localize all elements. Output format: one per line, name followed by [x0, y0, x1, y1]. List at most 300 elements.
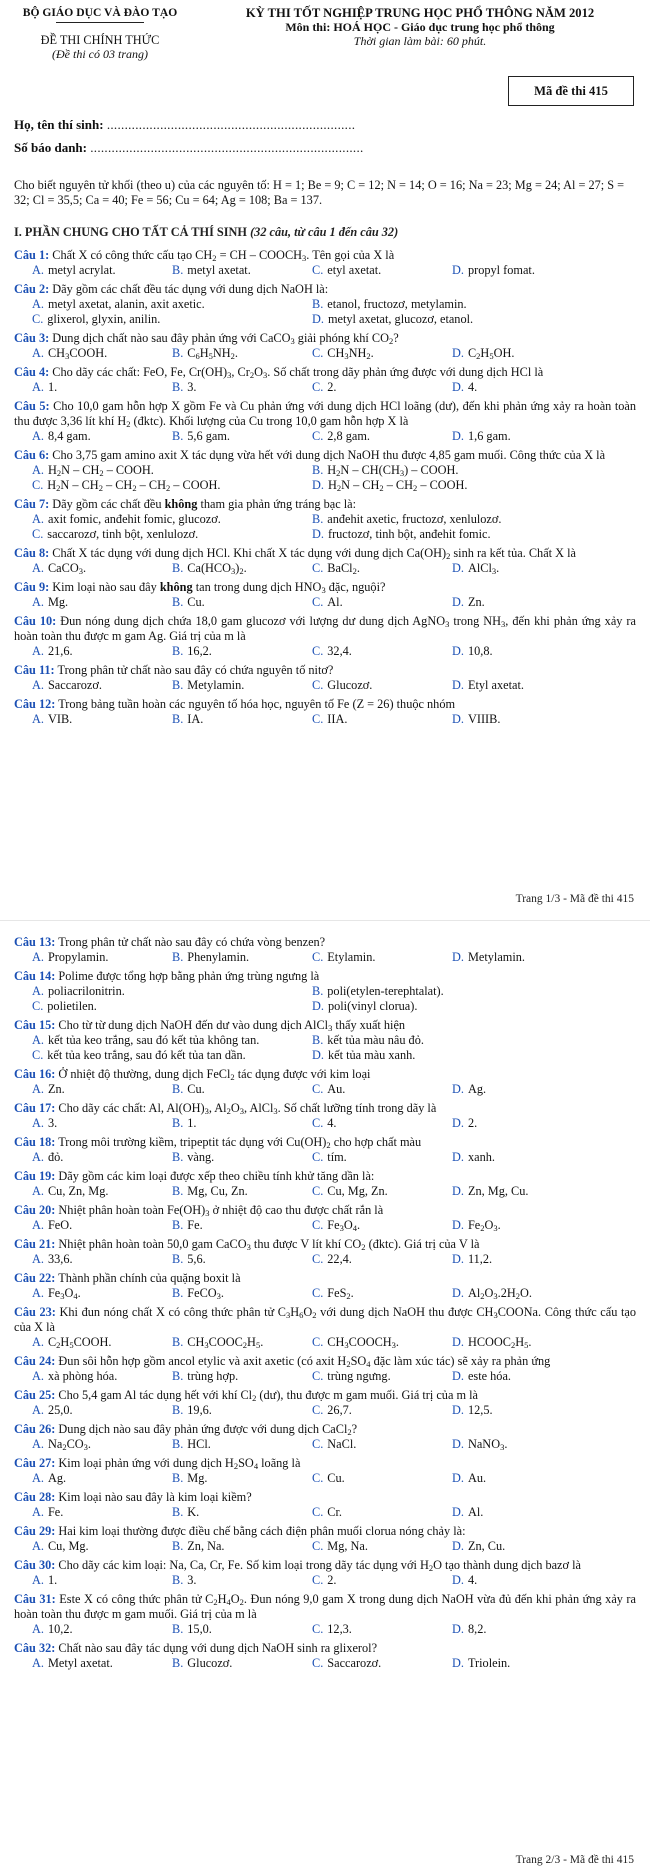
option-text: metyl acrylat. [47, 263, 116, 277]
option-letter: B. [312, 297, 324, 311]
question-number: Câu 2: [14, 282, 50, 296]
question-text: Nhiệt phân hoàn toàn $Fe(OH)_3$ ở nhiệt độ cao thu được chất rắn là [55, 1203, 384, 1218]
answer-option-b [172, 380, 312, 395]
option-text: Propylamin. [47, 950, 109, 964]
option-text: 15,0. [187, 1622, 212, 1636]
option-text: 10,8. [467, 644, 493, 658]
answer-option-b [172, 1573, 312, 1588]
answer-option-b [172, 678, 312, 693]
answer-options [14, 678, 636, 693]
option-letter: C. [312, 678, 324, 692]
answer-option-b [172, 712, 312, 727]
question-number: Câu 24: [14, 1354, 56, 1368]
question-text: Dãy gồm các chất đều tác dụng với dung dịch NaOH là: [49, 282, 329, 296]
answer-option-c [32, 527, 312, 542]
option-text: este hóa. [467, 1369, 511, 1383]
option-text: polietilen. [47, 999, 97, 1013]
answer-options [14, 1656, 636, 1671]
option-text: 32,4. [327, 644, 352, 658]
answer-option-d [452, 1403, 592, 1418]
option-text: 25,0. [47, 1403, 73, 1417]
question-25 [14, 1388, 636, 1418]
answer-option-d [452, 1252, 592, 1267]
option-text: Au. [467, 1471, 487, 1485]
question-stem [14, 1018, 636, 1033]
option-letter: A. [32, 1218, 44, 1232]
question-28 [14, 1490, 636, 1520]
question-2 [14, 282, 636, 327]
option-letter: A. [32, 1656, 44, 1670]
option-letter: D. [452, 678, 464, 692]
answer-option-c [312, 1471, 452, 1486]
question-stem [14, 1558, 636, 1573]
answer-options [14, 1437, 636, 1452]
option-letter: B. [172, 644, 184, 658]
candidate-name-label: Họ, tên thí sinh: [14, 117, 104, 132]
option-text: $H_2N - CH(CH_3)$ – COOH. [327, 463, 459, 478]
option-letter: B. [312, 512, 324, 526]
option-letter: C. [312, 1505, 324, 1519]
option-letter: A. [32, 1252, 44, 1266]
option-text: Au. [327, 1082, 346, 1096]
question-number: Câu 12: [14, 697, 56, 711]
option-text: Zn, Na. [187, 1539, 225, 1553]
answer-option-d [452, 950, 592, 965]
option-text: trùng ngưng. [327, 1369, 391, 1383]
option-text: 12,5. [467, 1403, 493, 1417]
answer-option-c [32, 1048, 312, 1063]
question-stem [14, 399, 636, 429]
exam-title: KỲ THI TỐT NGHIỆP TRUNG HỌC PHỔ THÔNG NĂM 2012 [245, 6, 595, 20]
option-letter: B. [312, 463, 324, 477]
answer-options [14, 297, 636, 327]
question-27 [14, 1456, 636, 1486]
option-text: Zn, Mg, Cu. [467, 1184, 529, 1198]
question-6 [14, 448, 636, 493]
question-text: Kim loại phản ứng với dung dịch $H_2SO_4$ loãng là [55, 1456, 301, 1471]
option-text: saccarozơ, tinh bột, xenlulozơ. [47, 527, 199, 541]
question-number: Câu 7: [14, 497, 50, 511]
option-text: Mg. [47, 595, 69, 609]
option-letter: D. [452, 1471, 464, 1485]
option-text: 4. [467, 380, 478, 394]
option-text: FeO. [47, 1218, 73, 1232]
option-letter: D. [452, 1150, 464, 1164]
option-letter: A. [32, 1573, 44, 1587]
answer-option-b [172, 561, 312, 576]
question-stem [14, 1354, 636, 1369]
answer-option-b [172, 1403, 312, 1418]
option-letter: C. [312, 1335, 324, 1349]
answer-option-b [312, 297, 592, 312]
option-text: 1. [187, 1116, 197, 1130]
option-text: metyl axetat, alanin, axit axetic. [47, 297, 205, 311]
option-letter: D. [312, 312, 324, 326]
option-text: BaCl$_2$. [327, 561, 360, 576]
question-20 [14, 1203, 636, 1233]
option-letter: C. [32, 312, 44, 326]
option-text: etanol, fructozơ, metylamin. [327, 297, 467, 311]
question-text: Nhiệt phân hoàn toàn 50,0 gam CaCO$_3$ thu được V lít khí $CO_2$ (đktc). Giá trị của V là [55, 1237, 480, 1252]
answer-option-b [172, 346, 312, 361]
question-13 [14, 935, 636, 965]
option-letter: B. [172, 1471, 184, 1485]
option-text: Al. [467, 1505, 484, 1519]
answer-option-b [172, 1218, 312, 1233]
answer-options [14, 1622, 636, 1637]
option-letter: C. [312, 1184, 324, 1198]
option-letter: A. [32, 644, 44, 658]
option-text: Cu, Mg, Zn. [327, 1184, 388, 1198]
answer-options [14, 1082, 636, 1097]
option-letter: A. [32, 712, 44, 726]
answer-option-b [312, 1033, 592, 1048]
option-text: đỏ. [47, 1150, 64, 1164]
option-text: 22,4. [327, 1252, 352, 1266]
question-30 [14, 1558, 636, 1588]
option-letter: D. [452, 644, 464, 658]
question-stem [14, 1456, 636, 1471]
option-letter: C. [312, 1218, 324, 1232]
option-text: FeCO$_3$. [187, 1286, 224, 1301]
candidate-id-dots: ............................................................................. [90, 140, 364, 155]
page-count: (Đề thi có 03 trang) [52, 47, 148, 61]
answer-option-d [452, 1656, 592, 1671]
question-number: Câu 32: [14, 1641, 56, 1655]
option-text: kết tủa màu xanh. [327, 1048, 416, 1062]
page-2 [0, 921, 650, 1872]
question-text: Dãy gồm các kim loại được xếp theo chiều tính khử tăng dần là: [55, 1169, 375, 1183]
option-text: $H_2N - CH_2$ – COOH. [47, 463, 154, 478]
option-letter: C. [312, 1437, 324, 1451]
question-17 [14, 1101, 636, 1131]
answer-option-c [312, 1573, 452, 1588]
option-letter: D. [452, 1116, 464, 1130]
question-12 [14, 697, 636, 727]
answer-option-c [312, 1184, 452, 1199]
option-text: Phenylamin. [187, 950, 250, 964]
answer-option-a [32, 950, 172, 965]
option-letter: C. [32, 999, 44, 1013]
answer-option-a [32, 644, 172, 659]
answer-option-b [172, 644, 312, 659]
question-list-page-2 [14, 935, 636, 1675]
answer-option-a [32, 1184, 172, 1199]
answer-option-d [452, 561, 592, 576]
option-text: glixerol, glyxin, anilin. [47, 312, 161, 326]
option-letter: D. [312, 1048, 324, 1062]
option-text: $HCOOC_2H_5$. [467, 1335, 532, 1350]
answer-options [14, 595, 636, 610]
question-number: Câu 5: [14, 399, 50, 413]
option-text: NaCl. [327, 1437, 357, 1451]
option-letter: D. [452, 1218, 464, 1232]
question-16 [14, 1067, 636, 1097]
question-number: Câu 29: [14, 1524, 56, 1538]
option-text: 1,6 gam. [467, 429, 511, 443]
option-letter: B. [172, 1403, 184, 1417]
option-letter: C. [312, 380, 324, 394]
answer-option-a [32, 1033, 312, 1048]
question-number: Câu 17: [14, 1101, 56, 1115]
option-text: Cu, Mg. [47, 1539, 89, 1553]
option-text: K. [187, 1505, 200, 1519]
question-number: Câu 31: [14, 1592, 56, 1606]
option-text: kết tủa màu nâu đỏ. [327, 1033, 424, 1047]
answer-options [14, 1033, 636, 1063]
option-letter: A. [32, 1116, 44, 1130]
question-number: Câu 20: [14, 1203, 56, 1217]
question-21 [14, 1237, 636, 1267]
option-letter: D. [452, 1437, 464, 1451]
question-text: Cho từ từ dung dịch NaOH đến dư vào dung dịch AlCl$_3$ thấy xuất hiện [55, 1018, 406, 1033]
answer-option-d [452, 1218, 592, 1233]
question-number: Câu 28: [14, 1490, 56, 1504]
question-number: Câu 23: [14, 1305, 56, 1319]
answer-option-d [452, 1471, 592, 1486]
question-number: Câu 25: [14, 1388, 56, 1402]
question-stem [14, 448, 636, 463]
question-stem [14, 935, 636, 950]
question-number: Câu 10: [14, 614, 57, 628]
option-letter: C. [312, 1369, 324, 1383]
answer-option-a [32, 1150, 172, 1165]
option-text: 5,6. [187, 1252, 206, 1266]
question-text: Đun nóng dung dịch chứa 18,0 gam glucozơ với lượng dư dung dịch AgNO$_3$ trong $NH_3$, đến khi phản ứng xảy ra hoàn toàn thu được m gam Ag. Giá trị của m là [14, 614, 636, 643]
answer-option-c [312, 1252, 452, 1267]
option-text: 11,2. [467, 1252, 493, 1266]
option-text: 2. [327, 1573, 337, 1587]
option-text: Cu. [187, 595, 205, 609]
question-text: Cho dãy các chất: FeO, Fe, $Cr(OH)_3$, $Cr_2O_3$. Số chất trong dãy phản ứng được với dung dịch HCl là [49, 365, 544, 380]
answer-option-d [312, 312, 592, 327]
option-text: anđehit axetic, fructozơ, xenlulozơ. [327, 512, 502, 526]
question-number: Câu 3: [14, 331, 50, 345]
question-text: Trong bảng tuần hoàn các nguyên tố hóa học, nguyên tố Fe (Z = 26) thuộc nhóm [55, 697, 456, 711]
answer-option-b [172, 950, 312, 965]
answer-option-a [32, 1218, 172, 1233]
question-number: Câu 26: [14, 1422, 56, 1436]
option-text: $CH_3COOH$. [47, 346, 108, 361]
answer-option-d [452, 1369, 592, 1384]
option-letter: A. [32, 380, 44, 394]
option-letter: D. [452, 595, 464, 609]
option-text: Mg. [187, 1471, 208, 1485]
option-letter: D. [452, 1184, 464, 1198]
option-letter: D. [452, 1505, 464, 1519]
question-number: Câu 30: [14, 1558, 56, 1572]
question-stem [14, 1135, 636, 1150]
question-stem [14, 614, 636, 644]
option-letter: C. [312, 1403, 324, 1417]
option-text: Etylamin. [327, 950, 376, 964]
option-letter: B. [172, 1286, 184, 1300]
option-letter: B. [172, 595, 184, 609]
answer-options [14, 1335, 636, 1350]
exam-header [0, 0, 650, 160]
question-stem [14, 1169, 636, 1184]
exam-code-box: Mã đề thi 415 [508, 76, 634, 106]
option-text: Zn, Cu. [467, 1539, 506, 1553]
question-number: Câu 6: [14, 448, 50, 462]
option-text: $C_6H_5NH_2$. [187, 346, 238, 361]
option-letter: B. [172, 1116, 184, 1130]
option-letter: B. [172, 263, 184, 277]
option-letter: A. [32, 429, 44, 443]
option-text: 5,6 gam. [187, 429, 230, 443]
option-letter: D. [312, 999, 324, 1013]
option-letter: A. [32, 346, 44, 360]
answer-option-a [32, 512, 312, 527]
question-stem [14, 969, 636, 984]
option-letter: C. [32, 1048, 44, 1062]
option-text: metyl axetat, glucozơ, etanol. [327, 312, 474, 326]
option-text: trùng hợp. [187, 1369, 239, 1383]
answer-options [14, 1286, 636, 1301]
answer-option-a [32, 1082, 172, 1097]
option-text: $Ca(HCO_3)_2$. [187, 561, 247, 576]
answer-option-c [312, 1150, 452, 1165]
answer-option-d [452, 346, 592, 361]
question-text: Trong phân tử chất nào sau đây có chứa vòng benzen? [55, 935, 326, 949]
option-letter: D. [452, 263, 464, 277]
question-text: Trong môi trường kiềm, tripeptit tác dụng với $Cu(OH)_2$ cho hợp chất màu [55, 1135, 422, 1150]
answer-option-a [32, 297, 312, 312]
ministry-name: BỘ GIÁO DỤC VÀ ĐÀO TẠO [22, 6, 178, 19]
question-5 [14, 399, 636, 444]
answer-option-d [452, 1505, 592, 1520]
option-text: axit fomic, anđehit fomic, glucozơ. [47, 512, 221, 526]
option-text: Cu. [187, 1082, 205, 1096]
answer-option-c [312, 595, 452, 610]
answer-option-c [312, 561, 452, 576]
answer-option-b [172, 1505, 312, 1520]
option-letter: D. [452, 1573, 464, 1587]
option-letter: B. [172, 1539, 184, 1553]
question-31 [14, 1592, 636, 1637]
option-text: etyl axetat. [327, 263, 382, 277]
option-letter: B. [312, 1033, 324, 1047]
answer-option-d [452, 644, 592, 659]
question-stem [14, 248, 636, 263]
option-letter: B. [172, 1218, 184, 1232]
answer-options [14, 1184, 636, 1199]
option-text: $H_2N - CH_2 - CH_2 - CH_2$ – COOH. [47, 478, 221, 493]
option-letter: C. [312, 1150, 324, 1164]
option-text: $Fe_3O_4$. [327, 1218, 361, 1233]
answer-option-c [312, 263, 452, 278]
option-text: Cu, Zn, Mg. [47, 1184, 109, 1198]
question-list-page-1 [14, 248, 636, 731]
question-stem [14, 1490, 636, 1505]
option-text: 21,6. [47, 644, 73, 658]
question-number: Câu 14: [14, 969, 56, 983]
option-letter: C. [312, 429, 324, 443]
option-letter: D. [452, 346, 464, 360]
question-stem [14, 1641, 636, 1656]
option-text: IA. [187, 712, 204, 726]
answer-options [14, 512, 636, 542]
option-text: $CH_3COOCH_3$. [327, 1335, 399, 1350]
answer-option-a [32, 346, 172, 361]
option-text: Ag. [47, 1471, 67, 1485]
answer-option-b [312, 984, 592, 999]
question-number: Câu 1: [14, 248, 50, 262]
question-number: Câu 8: [14, 546, 50, 560]
answer-options [14, 1403, 636, 1418]
question-stem [14, 1388, 636, 1403]
option-letter: D. [452, 1082, 464, 1096]
time-limit: Thời gian làm bài: 60 phút. [353, 34, 487, 48]
option-letter: A. [32, 561, 44, 575]
option-letter: B. [312, 984, 324, 998]
option-letter: A. [32, 595, 44, 609]
option-text: xanh. [467, 1150, 495, 1164]
option-text: $H_2N - CH_2 - CH_2$ – COOH. [327, 478, 468, 493]
candidate-name-dots: ...................................................................... [106, 117, 356, 132]
answer-option-a [32, 1403, 172, 1418]
option-letter: A. [32, 1082, 44, 1096]
option-text: Cr. [327, 1505, 342, 1519]
question-number: Câu 27: [14, 1456, 56, 1470]
answer-options [14, 1218, 636, 1233]
question-text: Cho 10,0 gam hỗn hợp X gồm Fe và Cu phản ứng với dung dịch HCl loãng (dư), đến khi phản ứng xảy ra hoàn toàn thu được 3,36 lít khí $H_2$ (đktc). Khối lượng của Cu trong 10,0 gam hỗn hợp X là [14, 399, 637, 429]
option-letter: C. [312, 561, 324, 575]
question-text: Cho dãy các kim loại: Na, Ca, Cr, Fe. Số kim loại trong dãy tác dụng với $H_2O$ tạo thành dung dịch bazơ là [55, 1558, 581, 1573]
option-text: 1. [47, 380, 58, 394]
option-letter: C. [32, 478, 44, 492]
option-text: vàng. [187, 1150, 215, 1164]
option-text: Al. [327, 595, 343, 609]
header-rule [56, 22, 144, 23]
answer-option-d [452, 1573, 592, 1588]
answer-options [14, 429, 636, 444]
option-letter: A. [32, 1150, 44, 1164]
question-stem [14, 1422, 636, 1437]
answer-option-b [172, 429, 312, 444]
question-32 [14, 1641, 636, 1671]
option-text: Mg, Na. [327, 1539, 368, 1553]
option-letter: D. [452, 561, 464, 575]
answer-options [14, 1505, 636, 1520]
question-stem [14, 663, 636, 678]
answer-option-d [452, 1116, 592, 1131]
option-letter: D. [452, 1656, 464, 1670]
answer-option-a [32, 1539, 172, 1554]
option-letter: D. [312, 478, 324, 492]
option-text: poliacrilonitrin. [47, 984, 125, 998]
answer-option-b [172, 1252, 312, 1267]
question-7 [14, 497, 636, 542]
question-number: Câu 13: [14, 935, 56, 949]
answer-option-b [172, 1622, 312, 1637]
question-number: Câu 21: [14, 1237, 56, 1251]
section-heading [14, 225, 398, 240]
answer-option-b [172, 1369, 312, 1384]
option-text: Triolein. [467, 1656, 511, 1670]
answer-option-a [32, 1505, 172, 1520]
question-stem [14, 1067, 636, 1082]
answer-option-b [172, 1082, 312, 1097]
answer-options [14, 1116, 636, 1131]
question-stem [14, 580, 636, 595]
question-26 [14, 1422, 636, 1452]
answer-option-d [452, 678, 592, 693]
option-text: CaCO$_3$. [47, 561, 87, 576]
question-stem [14, 1237, 636, 1252]
option-letter: A. [32, 1539, 44, 1553]
option-letter: A. [32, 984, 44, 998]
